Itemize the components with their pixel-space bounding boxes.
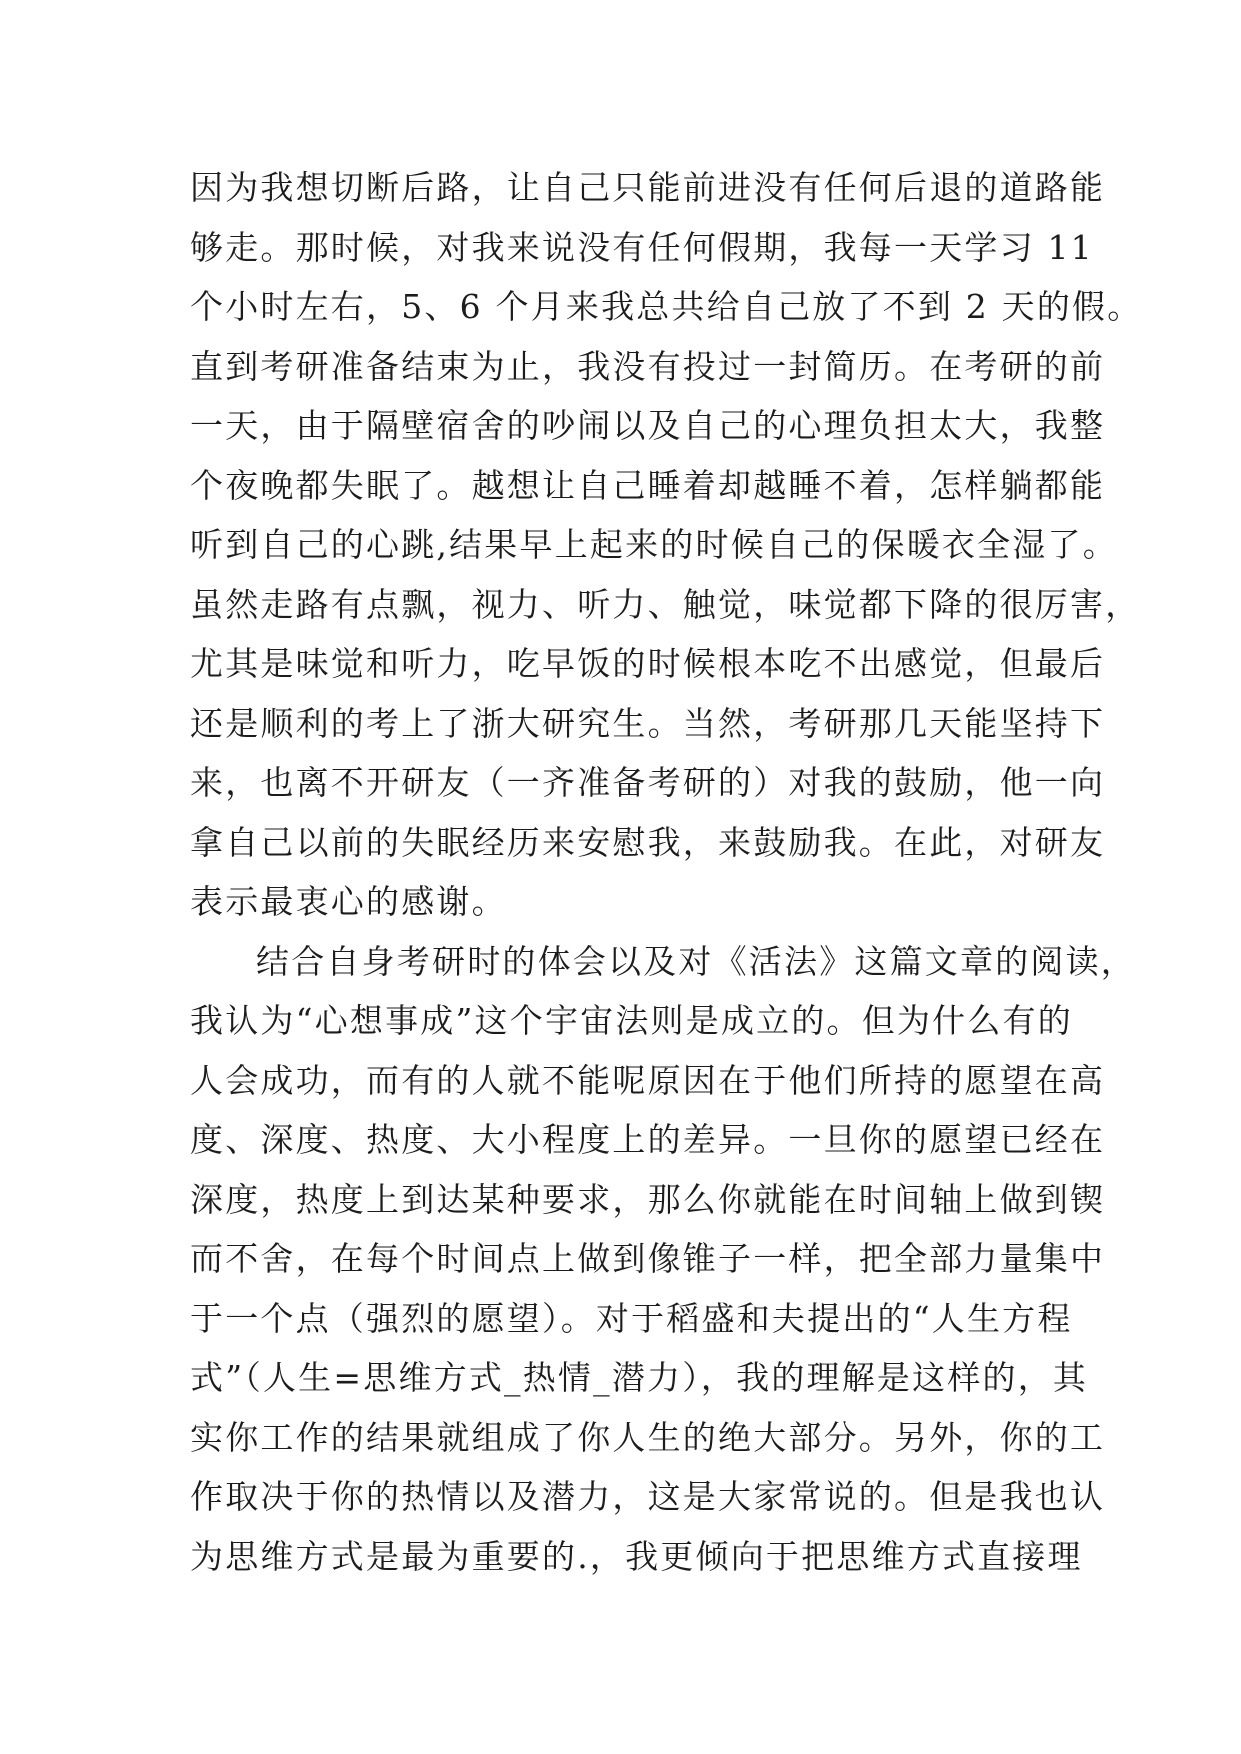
text-line: 尤其是味觉和听力，吃早饭的时候根本吃不出感觉，但最后 [190, 644, 1106, 683]
text-line: 拿自己以前的失眠经历来安慰我，来鼓励我。在此，对研友 [190, 822, 1106, 862]
text-line: 因为我想切断后路，让自己只能前进没有任何后退的道路能 [190, 168, 1106, 207]
text-line: 听到自己的心跳,结果早上起来的时候自己的保暖衣全湿了。 [190, 525, 1118, 564]
text-line: 还是顺利的考上了浙大研究生。当然，考研那几天能坚持下 [190, 703, 1106, 743]
text-line: 为思维方式是最为重要的.，我更倾向于把思维方式直接理 [190, 1536, 1083, 1576]
text-line: 表示最衷心的感谢。 [190, 882, 507, 921]
text-line: 实你工作的结果就组成了你人生的绝大部分。另外，你的工 [190, 1417, 1106, 1457]
text-line: 我认为“心想事成”这个宇宙法则是成立的。但为什么有的 [190, 1001, 1073, 1040]
text-line: 个夜晚都失眠了。越想让自己睡着却越睡不着，怎样躺都能 [190, 465, 1106, 505]
text-line: 而不舍，在每个时间点上做到像锥子一样，把全部力量集中 [190, 1239, 1106, 1278]
text-line: 虽然走路有点飘，视力、听力、触觉，味觉都下降的很厉害， [190, 584, 1141, 624]
text-line: 直到考研准备结束为止，我没有投过一封简历。在考研的前 [190, 346, 1106, 386]
text-line: 度、深度、热度、大小程度上的差异。一旦你的愿望已经在 [190, 1120, 1106, 1159]
text-line: 作取决于你的热情以及潜力，这是大家常说的。但是我也认 [190, 1477, 1106, 1516]
text-line: 一天，由于隔壁宿舍的吵闹以及自己的心理负担太大，我整 [190, 406, 1106, 445]
text-line: 人会成功，而有的人就不能呢原因在于他们所持的愿望在高 [190, 1060, 1106, 1100]
text-line: 式”（人生=思维方式_热情_潜力），我的理解是这样的，其 [190, 1358, 1089, 1397]
text-line: 于一个点（强烈的愿望）。对于稻盛和夫提出的“人生方程 [190, 1298, 1073, 1338]
text-line: 够走。那时候，对我来说没有任何假期，我每一天学习 11 [190, 227, 1094, 267]
body-text [190, 158, 1143, 1586]
text-line: 深度，热度上到达某种要求，那么你就能在时间轴上做到锲 [190, 1179, 1106, 1219]
text-line: 个小时左右，5、6 个月来我总共给自己放了不到 2 天的假。 [190, 287, 1143, 326]
text-line: 来，也离不开研友（一齐准备考研的）对我的鼓励，他一向 [190, 763, 1106, 802]
paragraph-start-line: 结合自身考研时的体会以及对《活法》这篇文章的阅读， [256, 941, 1136, 981]
